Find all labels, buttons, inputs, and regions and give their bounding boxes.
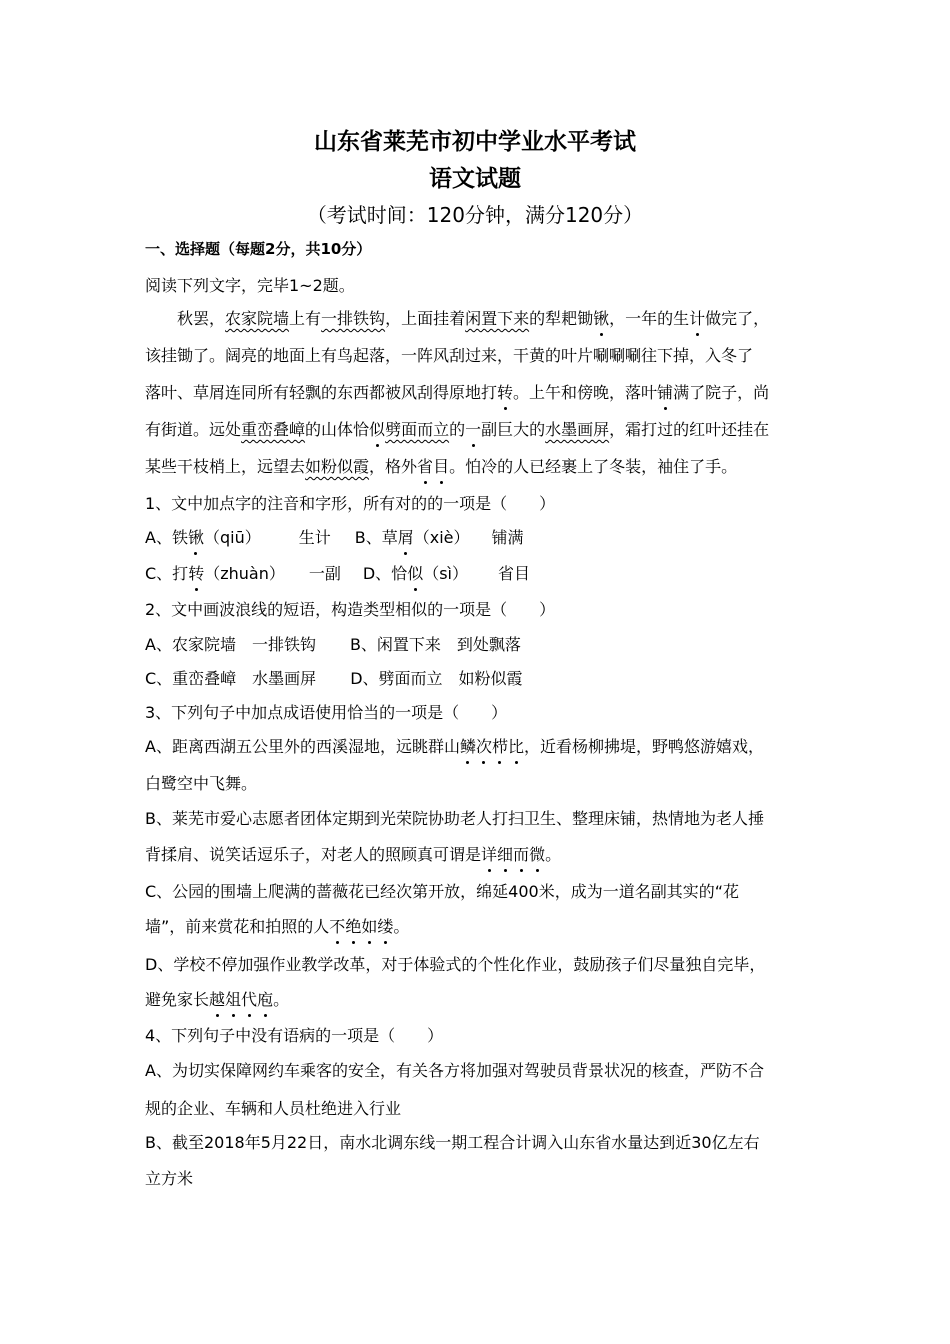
- q3-stem: 3、下列句子中加点成语使用恰当的一项是（ ）: [145, 703, 508, 722]
- text: 避免家长: [145, 990, 210, 1009]
- text: 。怕冷的人已经裹上了冬装，袖住了手。: [449, 457, 738, 476]
- text: 某些干枝梢上，远望去: [145, 457, 306, 476]
- dotted-char: 栉: [492, 734, 508, 757]
- text: 落叶、草屑连同所有轻飘的东西都被风刮得原地打: [145, 383, 498, 402]
- text: 。: [545, 845, 562, 864]
- dotted-char: 越: [209, 987, 225, 1010]
- text: 墙”，前来赏花和拍照的人: [145, 917, 330, 936]
- pinyin: （qiū）: [203, 528, 261, 547]
- q3-option-c-line1: C、公园的围墙上爬满的蔷薇花已经次第开放，绵延400米，成为一道名副其实的“花: [145, 882, 740, 901]
- text: 副巨大的: [481, 420, 546, 439]
- q3-option-a-line1: [145, 734, 764, 757]
- dotted-char: 鳞: [460, 734, 476, 757]
- dotted-char: 微: [529, 842, 545, 865]
- pinyin: （zhuàn）: [204, 564, 285, 583]
- q3-option-d-line1: D、学校不停加强作业教学改革，对于体验式的个性化作业，鼓励孩子们尽量独自完毕，: [145, 955, 766, 974]
- wavy-phrase: 重峦叠嶂: [241, 420, 306, 439]
- option-label: D、恰: [362, 564, 408, 583]
- option-label: B、草: [354, 528, 398, 547]
- q3-option-b-line2: [145, 842, 561, 865]
- q1-options-ab: [145, 525, 524, 548]
- dotted-char: 细: [497, 842, 513, 865]
- dotted-char: 似: [407, 561, 423, 584]
- text: 的: [449, 420, 466, 439]
- exam-title: 山东省莱芜市初中学业水平考试: [314, 129, 636, 155]
- q1-stem: 1、文中加点字的注音和字形，所有对的的一项是（ ）: [145, 494, 556, 513]
- q3-option-b-line1: B、莱芜市爱心志愿者团体定期到光荣院协助老人打扫卫生、整理床铺，热情地为老人捶: [145, 809, 764, 828]
- text: 。: [393, 917, 410, 936]
- text: 满了院子，尚: [673, 383, 770, 402]
- option-word: 省目: [498, 564, 531, 583]
- option-b: B、闲置下来 到处飘落: [349, 635, 521, 654]
- q1-options-cd: [145, 561, 530, 584]
- text: ，上面挂着: [385, 309, 466, 328]
- passage-line-1: [177, 306, 769, 329]
- option-a: A、农家院墙 一排铁钩: [145, 635, 316, 654]
- option-d: D、劈面而立 如粉似霞: [350, 669, 523, 688]
- q4-option-b-line2: 立方米: [145, 1169, 194, 1188]
- q2-stem: 2、文中画波浪线的短语，构造类型相似的一项是（ ）: [145, 600, 556, 619]
- section-heading: 一、选择题（每题2分，共10分）: [145, 240, 372, 258]
- q4-option-a-line1: A、为切实保障网约车乘客的安全，有关各方将加强对驾驶员背景状况的核查，严防不合: [145, 1061, 764, 1080]
- q4-option-a-line2: 规的企业、车辆和人员杜绝进入行业: [145, 1099, 402, 1118]
- q4-option-b-line1: B、截至2018年5月22日，南水北调东线一期工程合计调入山东省水量达到近30亿左右: [145, 1133, 760, 1152]
- text: 上有: [289, 309, 322, 328]
- q2-options-cd: [145, 666, 523, 689]
- dotted-char: 次: [476, 734, 492, 757]
- dotted-char: 似: [369, 417, 385, 440]
- dotted-char: 庖: [257, 987, 273, 1010]
- wavy-phrase: 劈面而立: [385, 420, 450, 439]
- wavy-phrase: 一排铁钩: [321, 309, 386, 328]
- passage-line-2: 该挂锄了。阔亮的地面上有鸟起落，一阵风刮过来，干黄的叶片唰唰唰往下掉，入冬了: [145, 346, 754, 365]
- dotted-char: 屑: [398, 525, 414, 548]
- dotted-char: 计: [689, 306, 705, 329]
- text: ，格外: [369, 457, 418, 476]
- text: ，近看杨柳拂堤，野鸭悠游嬉戏，: [524, 737, 765, 756]
- text: 有街道。远处: [145, 420, 242, 439]
- wavy-phrase: 如粉似霞: [305, 457, 370, 476]
- dotted-char: 不: [329, 914, 345, 937]
- passage-line-3: [145, 380, 769, 403]
- pinyin: （sì）: [423, 564, 468, 583]
- pinyin: （xiè）: [413, 528, 470, 547]
- option-label: C、打: [145, 564, 189, 583]
- passage-line-4: [145, 417, 769, 440]
- text: ，霜打过的红叶还挂在: [609, 420, 770, 439]
- text: 。上午和傍晚，落叶: [513, 383, 658, 402]
- option-c: C、重峦叠嶂 水墨画屏: [145, 669, 317, 688]
- text: 秋罢，: [177, 309, 226, 328]
- text: ，一年的生: [609, 309, 690, 328]
- text: 背揉肩、说笑话逗乐子，对老人的照顾真可谓是: [145, 845, 482, 864]
- option-label: A、铁: [145, 528, 188, 547]
- dotted-char: 锹: [593, 306, 609, 329]
- wavy-phrase: 闲置下来: [465, 309, 530, 328]
- option-word: 生计: [298, 528, 331, 547]
- passage-line-5: [145, 454, 737, 477]
- dotted-char: 转: [188, 561, 204, 584]
- exam-info: （考试时间：120分钟，满分120分）: [306, 203, 644, 227]
- dotted-char: 转: [497, 380, 513, 403]
- dotted-char: 目: [433, 454, 449, 477]
- dotted-char: 比: [508, 734, 524, 757]
- wavy-phrase: 农家院墙: [225, 309, 290, 328]
- option-word: 一副: [308, 564, 341, 583]
- dotted-char: 而: [513, 842, 529, 865]
- wavy-phrase: 水墨画屏: [545, 420, 610, 439]
- dotted-char: 一: [465, 417, 481, 440]
- dotted-char: 俎: [225, 987, 241, 1010]
- exam-subject: 语文试题: [429, 166, 521, 192]
- dotted-char: 铺: [657, 380, 673, 403]
- dotted-char: 代: [241, 987, 257, 1010]
- dotted-char: 锹: [188, 525, 204, 548]
- q3-option-d-line2: [145, 987, 289, 1010]
- q3-option-a-line2: 白鹭空中飞舞。: [145, 774, 258, 793]
- option-word: 铺满: [491, 528, 524, 547]
- dotted-char: 缕: [377, 914, 393, 937]
- q4-stem: 4、下列句子中没有语病的一项是（ ）: [145, 1026, 444, 1045]
- text: 做完了，: [705, 309, 770, 328]
- text: 的山体恰: [305, 420, 370, 439]
- text: 。: [273, 990, 290, 1009]
- dotted-char: 如: [361, 914, 377, 937]
- reading-instruction: 阅读下列文字，完毕1~2题。: [145, 276, 355, 295]
- dotted-char: 省: [417, 454, 433, 477]
- dotted-char: 详: [481, 842, 497, 865]
- q2-options-ab: [145, 632, 521, 655]
- text: 的犁耙锄: [529, 309, 594, 328]
- dotted-char: 绝: [345, 914, 361, 937]
- text: A、距离西湖五公里外的西溪湿地，远眺群山: [145, 737, 460, 756]
- q3-option-c-line2: [145, 914, 409, 937]
